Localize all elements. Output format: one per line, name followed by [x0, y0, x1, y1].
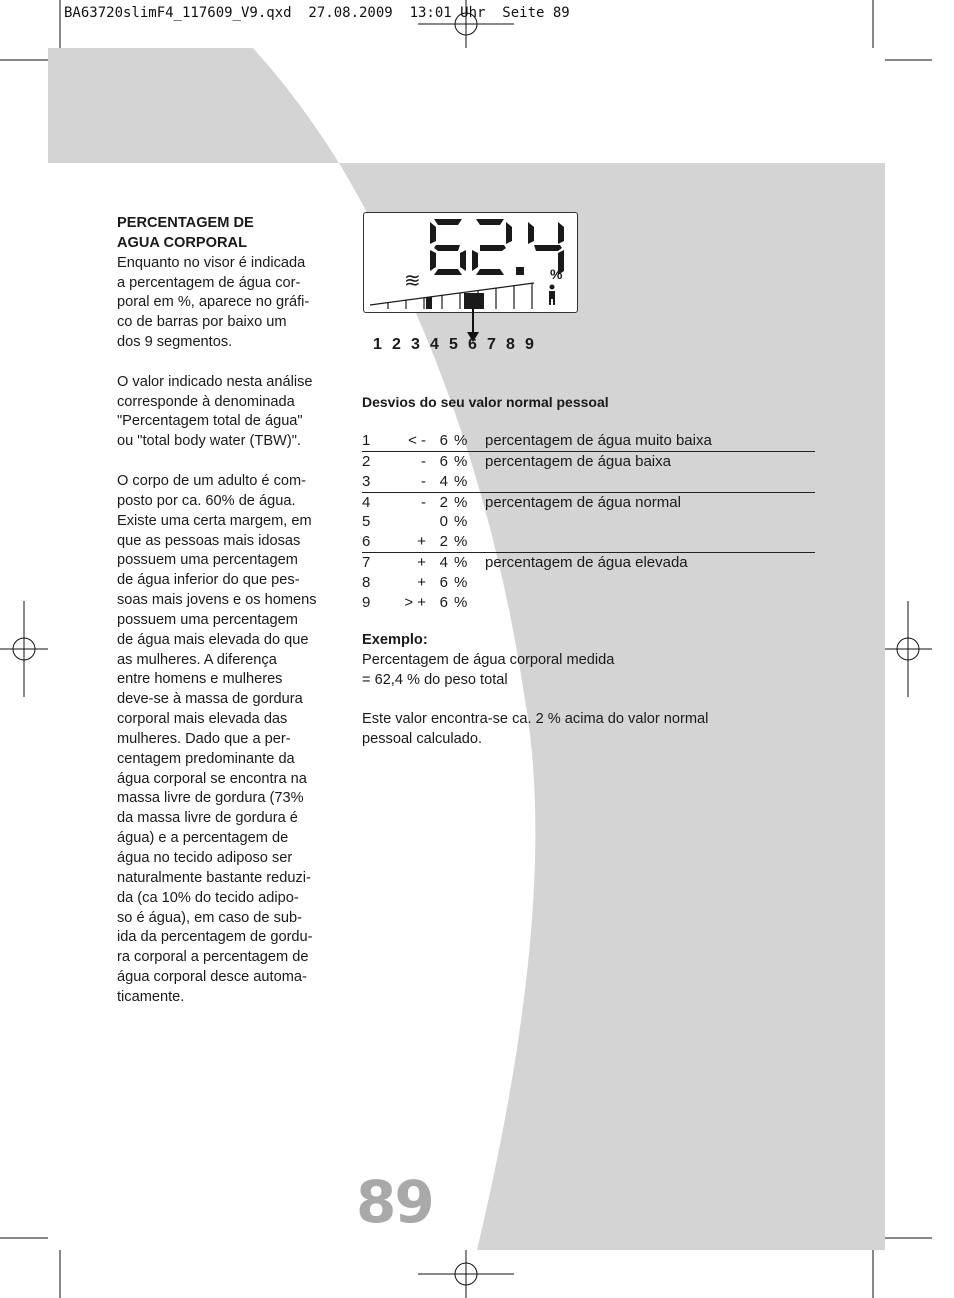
text-line: poral em %, aparece no gráfi- [117, 294, 310, 311]
text-line: possuem uma percentagem [117, 611, 298, 628]
table-cell-n: 9 [362, 593, 371, 611]
text-line: so é água), em caso de sub- [117, 909, 302, 926]
table-row [362, 532, 815, 553]
table-row [362, 573, 815, 593]
table-title: Desvios do seu valor normal pessoal [362, 394, 609, 410]
segment-number: 6 [468, 336, 477, 353]
table-row [362, 553, 815, 573]
left-column [117, 214, 331, 1028]
table-row [362, 512, 815, 532]
table-cell-op: > + [404, 593, 426, 611]
table-cell-pc: % [454, 432, 468, 449]
text-line: ticamente. [117, 988, 185, 1005]
table-cell-v: 6 [439, 432, 448, 449]
segment-number: 8 [506, 336, 515, 353]
paragraph-2 [117, 373, 331, 452]
segment-number-scale [373, 336, 544, 354]
text-line: a percentagem de água cor- [117, 274, 301, 291]
table-cell-d: percentagem de água baixa [485, 452, 671, 470]
text-line: de água mais elevada do que [117, 631, 309, 648]
text-line: água no tecido adiposo ser [117, 850, 293, 866]
table-cell-op: - [421, 452, 426, 470]
text-line: as mulheres. A diferença [117, 651, 277, 668]
table-row [362, 472, 815, 493]
segment-number: 9 [525, 336, 534, 353]
table-cell-d: percentagem de água muito baixa [485, 432, 712, 449]
bar-graph [370, 283, 534, 309]
text-line: soas mais jovens e os homens [117, 592, 317, 609]
text-line: Enquanto no visor é indicada [117, 254, 306, 271]
table-cell-pc: % [454, 472, 468, 490]
text-line: "Percentagem total de água" [117, 413, 303, 430]
paragraph-3 [117, 472, 331, 1008]
table-row [362, 431, 815, 452]
bar-segment-active [464, 293, 484, 309]
segment-number: 1 [373, 336, 382, 353]
table-cell-op: < - [408, 432, 426, 449]
text-line: entre homens e mulheres [117, 671, 283, 688]
example-label: Exemplo: [362, 632, 428, 648]
text-line: dos 9 segmentos. [117, 334, 233, 351]
text-line: massa livre de gordura (73% [117, 790, 304, 807]
table-cell-d: percentagem de água elevada [485, 554, 688, 572]
table-cell-v: 4 [439, 554, 448, 572]
example-line: pessoal calculado. [362, 731, 483, 748]
text-line: centagem predominante da [117, 750, 295, 767]
deviation-table [362, 431, 815, 613]
table-cell-v: 4 [439, 472, 448, 490]
segment-number: 5 [449, 336, 458, 353]
file-header: BA63720slimF4_117609_V9.qxd 27.08.2009 13:01 Uhr Seite 89 [64, 5, 570, 21]
text-line: ou "total body water (TBW)". [117, 433, 301, 450]
text-line: deve-se à massa de gordura [117, 691, 303, 708]
segment-number: 2 [392, 336, 401, 353]
page-number: 89 [356, 1168, 433, 1236]
segment-number: 7 [487, 336, 496, 353]
table-cell-v: 2 [439, 533, 448, 551]
text-line: posto por ca. 60% de água. [117, 492, 296, 509]
bar-segment-4 [426, 297, 432, 309]
table-cell-v: 6 [439, 573, 448, 591]
text-line: que as pessoas mais idosas [117, 532, 301, 549]
table-cell-pc: % [454, 554, 468, 572]
example-block [362, 631, 782, 750]
text-line: água) e a percentagem de [117, 830, 289, 847]
segment-number: 3 [411, 336, 420, 353]
lcd-digits [430, 219, 564, 275]
scale-lcd-display [363, 212, 578, 313]
text-line: possuem uma percentagem [117, 552, 298, 569]
table-cell-v: 6 [439, 593, 448, 611]
example-line: Percentagem de água corporal medida [362, 651, 615, 668]
table-cell-n: 2 [362, 452, 371, 470]
text-line: ida da percentagem de gordu- [117, 929, 313, 946]
table-cell-pc: % [454, 533, 468, 551]
table-cell-pc: % [454, 513, 468, 531]
text-line: co de barras por baixo um [117, 314, 287, 331]
table-cell-n: 4 [362, 493, 371, 511]
table-cell-v: 2 [439, 493, 448, 511]
table-cell-n: 8 [362, 573, 371, 591]
paragraph-1 [117, 254, 331, 353]
text-line: O valor indicado nesta análise [117, 373, 313, 390]
text-line: da (ca 10% do tecido adipo- [117, 889, 299, 906]
table-cell-op: - [421, 472, 426, 490]
person-icon [549, 285, 555, 306]
table-cell-n: 1 [362, 432, 371, 449]
table-cell-op: - [421, 493, 426, 511]
text-line: naturalmente bastante reduzi- [117, 869, 311, 886]
table-cell-n: 5 [362, 513, 371, 531]
text-line: corresponde à denominada [117, 393, 295, 410]
table-cell-d: percentagem de água normal [485, 493, 681, 511]
text-line: Existe uma certa margem, em [117, 512, 312, 529]
table-cell-op: + [417, 554, 426, 572]
text-line: de água inferior do que pes- [117, 572, 300, 589]
table-cell-pc: % [454, 573, 468, 591]
table-cell-v: 0 [439, 513, 448, 531]
section-heading-line2: AGUA CORPORAL [117, 234, 247, 251]
table-cell-n: 7 [362, 554, 371, 572]
text-line: água corporal desce automa- [117, 969, 307, 986]
table-cell-n: 3 [362, 472, 371, 490]
example-line: = 62,4 % do peso total [362, 671, 508, 688]
water-wave-icon: ≋ [404, 268, 421, 292]
section-heading-line1: PERCENTAGEM DE [117, 215, 254, 231]
table-row [362, 452, 815, 472]
text-line: ra corporal a percentagem de [117, 949, 309, 966]
table-cell-pc: % [454, 593, 468, 611]
table-cell-op: + [417, 533, 426, 551]
text-line: corporal mais elevada das [117, 711, 288, 728]
table-cell-n: 6 [362, 533, 371, 551]
table-cell-op: + [417, 573, 426, 591]
text-line: da massa livre de gordura é [117, 810, 298, 827]
percent-unit-icon: % [550, 266, 563, 282]
table-row [362, 493, 815, 513]
table-cell-pc: % [454, 452, 468, 470]
text-line: mulheres. Dado que a per- [117, 730, 291, 747]
segment-number: 4 [430, 336, 439, 353]
table-row [362, 593, 815, 613]
table-cell-pc: % [454, 493, 468, 511]
text-line: O corpo de um adulto é com- [117, 472, 306, 489]
text-line: água corporal se encontra na [117, 770, 307, 787]
example-line: Este valor encontra-se ca. 2 % acima do valor normal [362, 711, 709, 728]
table-cell-v: 6 [439, 452, 448, 470]
